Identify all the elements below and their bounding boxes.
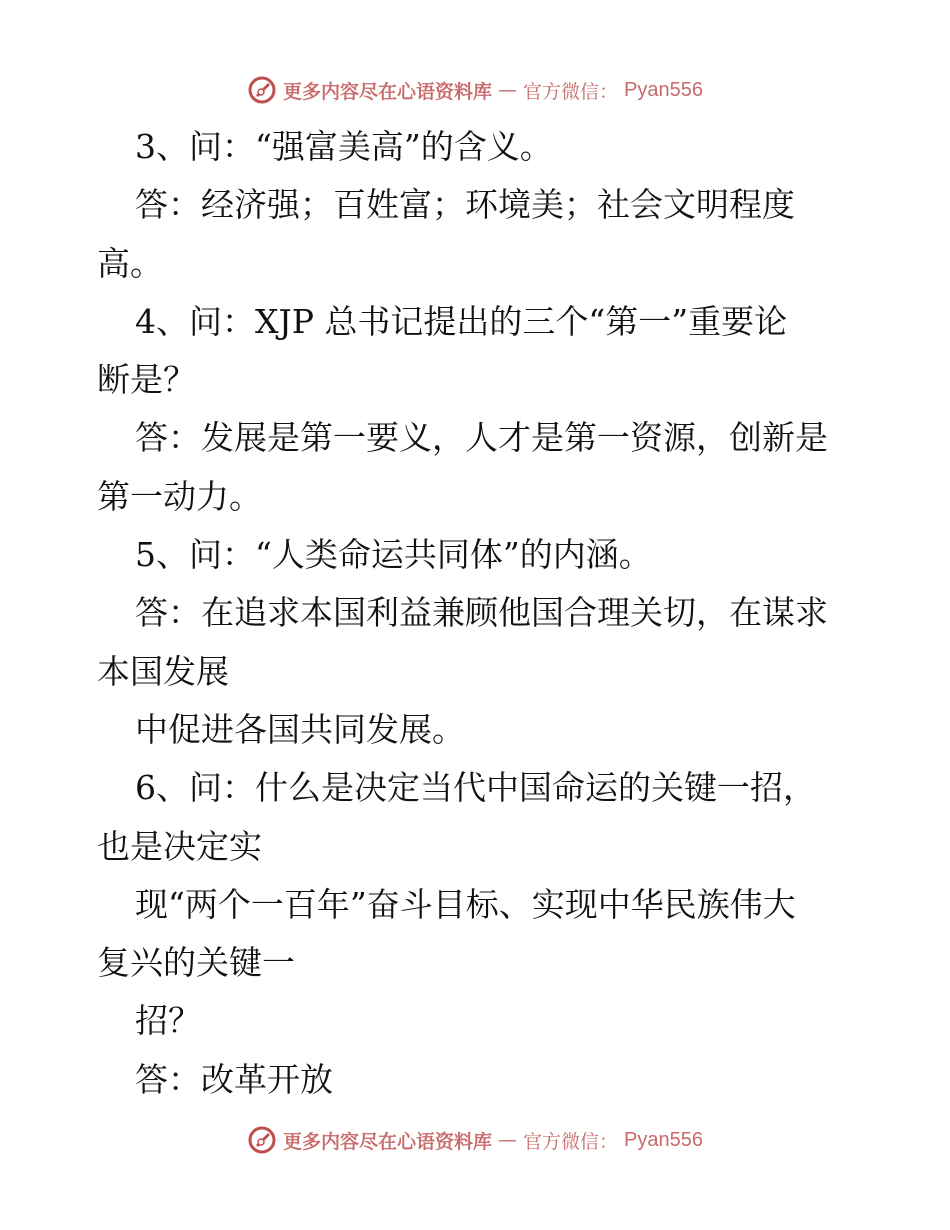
text-line: 高。: [97, 243, 163, 283]
text-line: 也是决定实: [97, 826, 262, 866]
text-line: 6、问：什么是决定当代中国命运的关键一招，: [135, 768, 816, 808]
document-body: [97, 118, 857, 1109]
text-line: 招？: [135, 1001, 201, 1041]
text-line: 答：在追求本国利益兼顾他国合理关切，在谋求: [135, 593, 828, 633]
banner-dash: —: [498, 79, 518, 101]
banner-wechat-label: 官方微信：: [523, 1130, 619, 1153]
text-line: 答：经济强；百姓富；环境美；社会文明程度: [135, 185, 795, 225]
banner-main-text: 更多内容尽在心语资料库: [283, 80, 493, 103]
text-line: 答：发展是第一要义，人才是第一资源，创新是: [135, 418, 828, 458]
brand-logo-icon: [247, 75, 277, 105]
text-line: 答：改革开放: [135, 1059, 333, 1099]
header-banner: [0, 70, 950, 110]
banner-wechat-id: Pyan556: [624, 1128, 703, 1151]
banner-wechat-id: Pyan556: [624, 78, 703, 101]
text-line: 5、问：“人类命运共同体”的内涵。: [135, 535, 652, 575]
brand-logo-icon: [247, 1125, 277, 1155]
text-line: 3、问：“强富美高”的含义。: [135, 127, 553, 166]
text-line: 第一动力。: [97, 476, 262, 516]
banner-dash: —: [498, 1129, 518, 1151]
text-line: 现“两个一百年”奋斗目标、实现中华民族伟大: [135, 884, 796, 924]
text-line: 中促进各国共同发展。: [135, 709, 465, 749]
footer-banner: [0, 1120, 950, 1160]
banner-wechat-label: 官方微信：: [523, 80, 619, 103]
text-line: 复兴的关键一: [97, 943, 295, 983]
banner-main-text: 更多内容尽在心语资料库: [283, 1130, 493, 1153]
text-line: 断是？: [97, 360, 196, 400]
text-line: 本国发展: [97, 651, 229, 691]
text-line: 4、问：XJP 总书记提出的三个“第一”重要论: [135, 301, 788, 341]
